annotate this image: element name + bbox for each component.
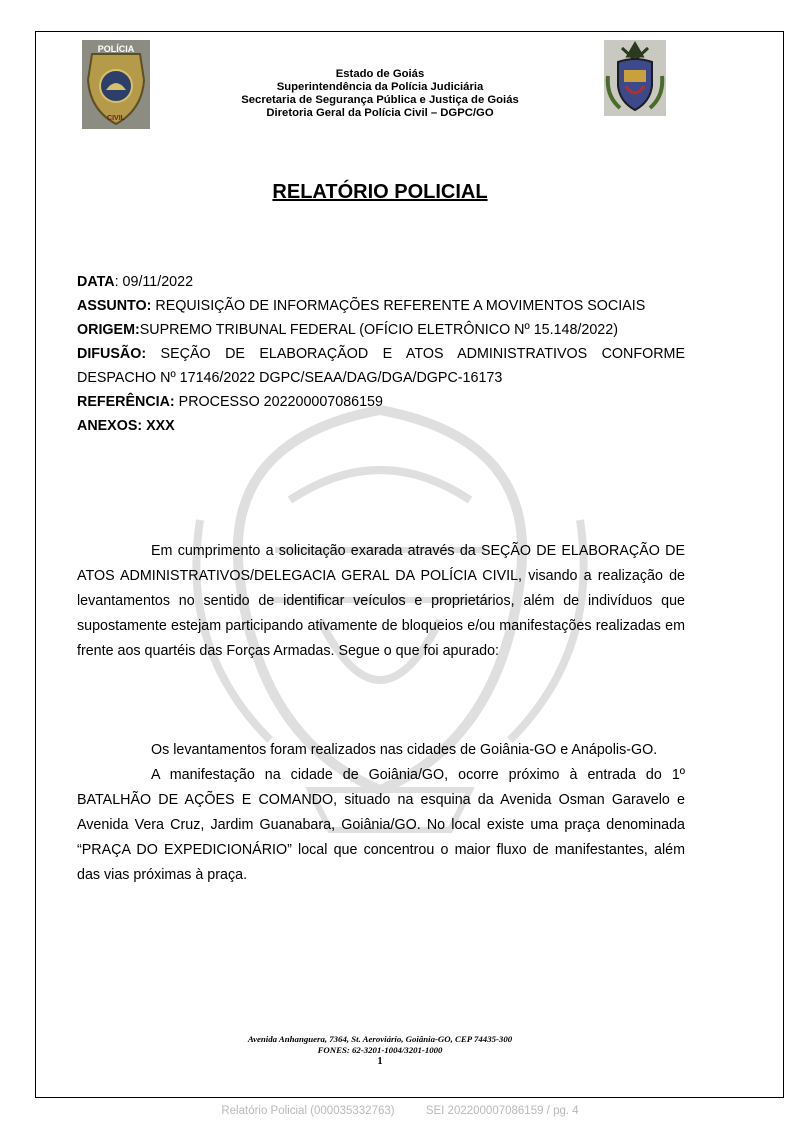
reference-label: REFERÊNCIA: [77,394,175,410]
sei-stamp-bar [0,1105,800,1117]
reference-value: PROCESSO 202200007086159 [174,394,383,410]
body-paragraph-3: A manifestação na cidade de Goiânia/GO, ocorre próximo à entrada do 1º BATALHÃO DE AÇÕES E COMANDO, situado na esquina da Avenida Osman Garavelo e Avenida Vera Cruz, Jardim Guanabara, Goiânia/GO. No local existe uma praça denominada “PRAÇA DO EXPEDICIONÁRIO” local que concentrou o maior fluxo de manifestantes, além das vias próximas à praça. [77,767,685,883]
diffusion-value: SEÇÃO DE ELABORAÇÃOD E ATOS ADMINISTRATIVOS CONFORME DESPACHO Nº 17146/2022 DGPC/SEAA/DAG/DGA/DGPC-16173 [77,346,685,386]
header-secretariat: Secretaria de Segurança Pública e Justiça de Goiás [241,94,519,106]
meta-attachments [77,414,685,438]
badge-bottom-text: CIVIL [107,115,125,122]
body-paragraph-1-block [77,539,685,664]
sei-document-id: Relatório Policial (000035332763) [221,1105,395,1117]
meta-diffusion [77,342,685,390]
sei-process-page: SEI 202200007086159 / pg. 4 [425,1105,579,1117]
origin-label: ORIGEM: [77,322,140,338]
diffusion-label: DIFUSÃO: [77,346,147,362]
body-paragraph-2: Os levantamentos foram realizados nas cidades de Goiânia-GO e Anápolis-GO. [151,742,658,758]
header-state: Estado de Goiás [335,68,425,80]
date-label: DATA [77,274,115,290]
report-metadata [77,270,685,438]
body-paragraph-1: Em cumprimento a solicitação exarada através da SEÇÃO DE ELABORAÇÃO DE ATOS ADMINISTRATIVOS/DELEGACIA GERAL DA POLÍCIA CIVIL, visando a realização de levantamentos no sentido de identificar veículos e proprietários, além de indivíduos que supostamente estejam participando ativamente de bloqueios e/ou manifestações realizadas em frente aos quartéis das Forças Armadas. Segue o que foi apurado: [77,543,685,659]
state-coat-of-arms-logo [604,40,666,116]
body-paragraph-2-block [77,738,685,888]
meta-origin [77,318,685,342]
header-directorate: Diretoria Geral da Polícia Civil – DGPC/GO [266,107,494,119]
subject-label: ASSUNTO: [77,298,152,314]
attachments-label: ANEXOS: XXX [77,418,175,434]
header-superintendency: Superintendência da Polícia Judiciária [276,81,484,93]
footer-address: Avenida Anhanguera, 7364, St. Aeroviário, Goiânia-GO, CEP 74435-300 [247,1034,513,1044]
document-title: RELATÓRIO POLICIAL [272,181,488,203]
meta-subject [77,294,685,318]
policia-civil-badge-logo [82,40,150,129]
origin-value: SUPREMO TRIBUNAL FEDERAL (OFÍCIO ELETRÔNICO Nº 15.148/2022) [139,322,618,338]
meta-date [77,270,685,294]
footer-page-number: 1 [377,1056,383,1067]
badge-top-text: POLÍCIA [97,44,135,54]
date-value: : 09/11/2022 [114,274,194,290]
document-header [180,68,580,120]
subject-value: REQUISIÇÃO DE INFORMAÇÕES REFERENTE A MOVIMENTOS SOCIAIS [151,298,646,314]
footer-phones: FONES: 62-3201-1004/3201-1000 [317,1045,443,1055]
meta-reference [77,390,685,414]
document-footer [0,1034,760,1067]
